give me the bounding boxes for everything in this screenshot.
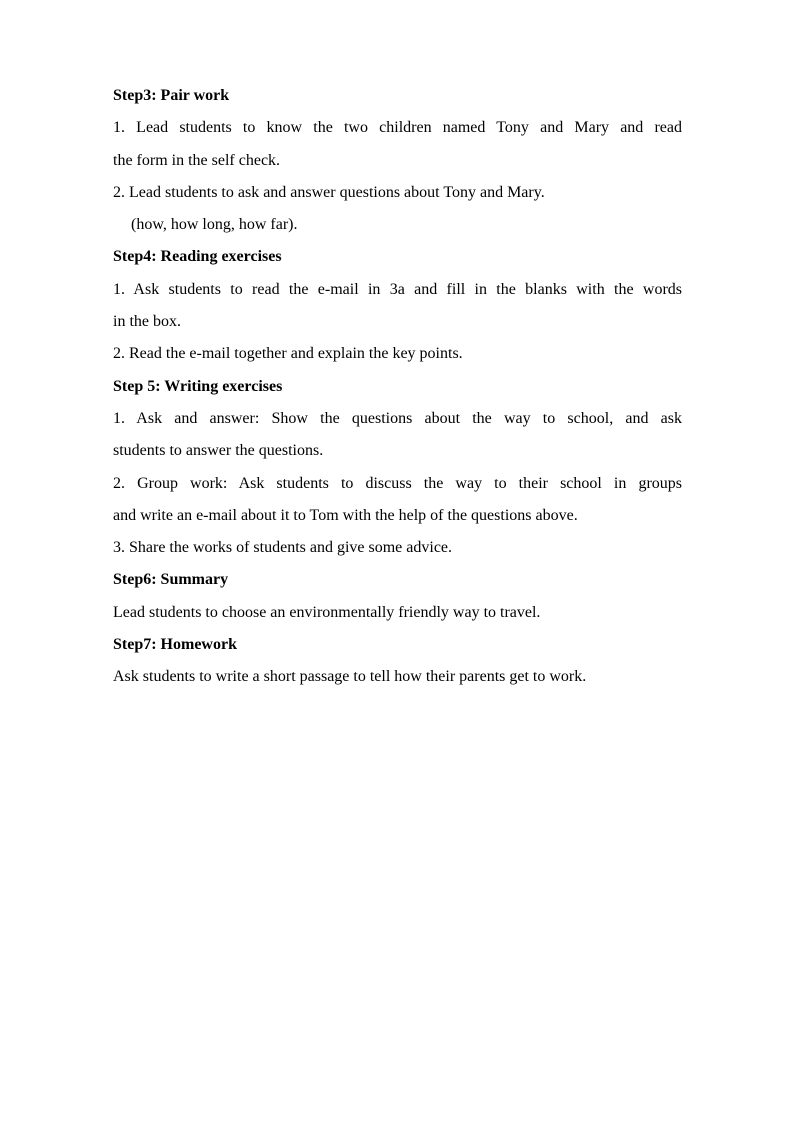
document-page: [113, 84, 682, 698]
step4-heading: Step4: Reading exercises: [113, 248, 282, 266]
step7-heading: Step7: Homework: [113, 636, 237, 654]
step5-line-2: students to answer the questions.: [113, 442, 324, 460]
step3-line-1: 1. Lead students to know the two children named Tony and Mary and read: [113, 119, 682, 137]
step5-line-3: 2. Group work: Ask students to discuss the way to their school in groups: [113, 474, 682, 492]
step5-line-1: 1. Ask and answer: Show the questions about the way to school, and ask: [113, 409, 682, 427]
step5-section: [113, 375, 682, 569]
step4-line-2: in the box.: [113, 313, 181, 331]
step4-line-3: 2. Read the e-mail together and explain the key points.: [113, 345, 463, 363]
step5-line-4: and write an e-mail about it to Tom with the help of the questions above.: [113, 506, 578, 524]
step3-line-4: (how, how long, how far).: [131, 216, 298, 234]
step4-section: [113, 245, 682, 374]
step5-heading: Step 5: Writing exercises: [113, 377, 283, 395]
step5-line-5: 3. Share the works of students and give some advice.: [113, 539, 453, 557]
step6-section: [113, 568, 682, 633]
step6-heading: Step6: Summary: [113, 571, 229, 589]
step7-line-1: Ask students to write a short passage to tell how their parents get to work.: [113, 668, 587, 686]
step3-line-3: 2. Lead students to ask and answer questions about Tony and Mary.: [113, 183, 545, 201]
step3-heading: Step3: Pair work: [113, 87, 230, 104]
step7-section: [113, 633, 682, 698]
step4-line-1: 1. Ask students to read the e-mail in 3a and fill in the blanks with the words: [113, 280, 682, 298]
step3-section: [113, 84, 682, 245]
step3-line-2: the form in the self check.: [113, 151, 281, 169]
step6-line-1: Lead students to choose an environmentally friendly way to travel.: [113, 603, 541, 621]
